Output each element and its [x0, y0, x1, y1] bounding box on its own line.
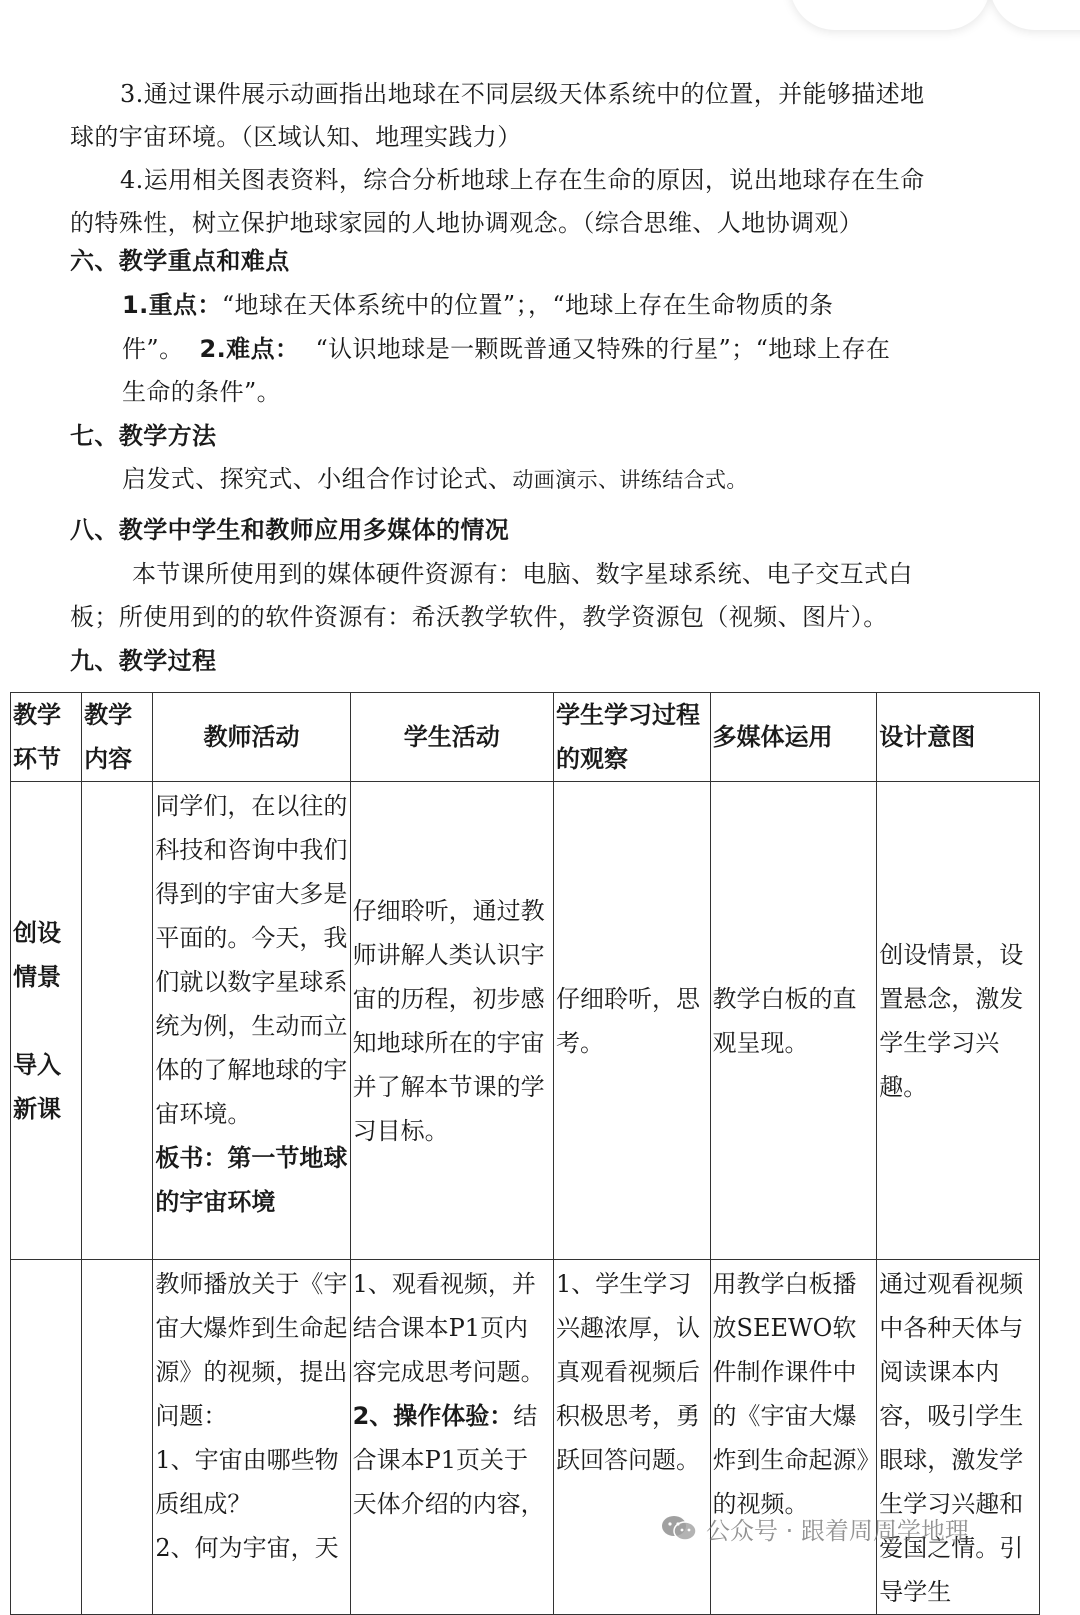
corner-decoration — [790, 0, 990, 30]
header-content: 教学内容 — [82, 693, 153, 782]
row2-content — [82, 1260, 153, 1615]
key-points-line — [122, 285, 833, 320]
key-points-text: “地球在天体系统中的位置”；，“地球上存在生命物质的条 — [221, 291, 834, 319]
row1-content — [82, 782, 153, 1260]
teaching-process-table — [10, 692, 1040, 1615]
key-points-text-end: 件”。 — [122, 335, 184, 363]
row2-teacher — [153, 1260, 350, 1615]
row2-teacher-text: 教师播放关于《宇宙大爆炸到生命起源》的视频，提出问题： — [155, 1270, 348, 1430]
row1-stage-a: 创设情景 — [13, 918, 61, 991]
row1-observation: 仔细聆听，思考。 — [553, 782, 710, 1260]
row2-teacher-q2: 2、何为宇宙，天 — [155, 1534, 339, 1562]
row1-blackboard: 板书：第一节地球的宇宙环境 — [155, 1144, 348, 1216]
section-8-heading: 八、教学中学生和教师应用多媒体的情况 — [70, 516, 510, 544]
section-9-heading: 九、教学过程 — [70, 647, 217, 675]
table-header-row — [11, 693, 1040, 782]
section-6-heading: 六、教学重点和难点 — [70, 247, 290, 275]
row1-teacher — [153, 782, 350, 1260]
section-7-heading: 七、教学方法 — [70, 422, 217, 450]
row2-operation-label: 2、操作体验： — [352, 1402, 514, 1430]
teaching-methods-b: 动画演示、讲练结合式。 — [512, 468, 748, 492]
row1-stage-b: 导入新课 — [13, 1050, 61, 1123]
row1-media: 教学白板的直观呈现。 — [710, 782, 877, 1260]
difficult-points-line — [122, 329, 890, 364]
wechat-icon — [660, 1514, 698, 1542]
difficult-points-text: “认识地球是一颗既普通又特殊的行星”；“地球上存在 — [315, 335, 891, 363]
row2-stage — [11, 1260, 82, 1615]
row1-teacher-text: 同学们，在以往的科技和咨询中我们得到的宇宙大多是平面的。今天，我们就以数字星球系统为例，生动而立体的了解地球的宇宙环境。 — [155, 792, 348, 1128]
multimedia-line-1: 本节课所使用到的媒体硬件资源有：电脑、数字星球系统、电子交互式白 — [132, 560, 913, 588]
watermark — [660, 1508, 969, 1548]
row2-intent: 通过观看视频中各种天体与阅读课本内容，吸引学生眼球，激发学生学习兴趣和爱国之情。引导学生 — [877, 1260, 1040, 1615]
row1-intent: 创设情景，设置悬念，激发学生学习兴趣。 — [877, 782, 1040, 1260]
teaching-methods-a: 启发式、探究式、小组合作讨论式、 — [122, 465, 513, 493]
table-row — [11, 1260, 1040, 1615]
corner-decoration — [990, 0, 1080, 30]
watermark-text: 公众号 · 跟着周周学地理 — [706, 1516, 969, 1545]
row1-student: 仔细聆听，通过教师讲解人类认识宇宙的历程，初步感知地球所在的宇宙并了解本节课的学习目标。 — [350, 782, 553, 1260]
header-observation: 学生学习过程的观察 — [553, 693, 710, 782]
objective-3-line-2: 球的宇宙环境。（区域认知、地理实践力） — [70, 123, 522, 151]
row2-teacher-q1: 1、宇宙由哪些物质组成？ — [155, 1446, 339, 1518]
header-student: 学生活动 — [350, 693, 553, 782]
header-media: 多媒体运用 — [710, 693, 877, 782]
row2-student-b-text: 结合课本P1页关于天体介绍的内容， — [352, 1402, 545, 1518]
table-row — [11, 782, 1040, 1260]
difficult-points-label: 2.难点： — [199, 335, 300, 363]
teaching-methods — [122, 459, 748, 494]
row2-media: 用教学白板播放SEEWO软件制作课件中的《宇宙大爆炸到生命起源》的视频。 — [710, 1260, 877, 1615]
key-points-label: 1.重点： — [122, 291, 222, 319]
objective-3-line-1: 3.通过课件展示动画指出地球在不同层级天体系统中的位置，并能够描述地 — [120, 80, 925, 108]
row1-stage — [11, 782, 82, 1260]
header-teacher: 教师活动 — [153, 693, 350, 782]
row2-student-a: 1、观看视频，并结合课本P1页内容完成思考问题。 — [352, 1270, 545, 1386]
row2-observation: 1、学生学习兴趣浓厚，认真观看视频后积极思考，勇跃回答问题。 — [553, 1260, 710, 1615]
multimedia-line-2: 板；所使用到的的软件资源有：希沃教学软件，教学资源包（视频、图片）。 — [70, 603, 888, 631]
objective-4-line-1: 4.运用相关图表资料，综合分析地球上存在生命的原因，说出地球存在生命 — [120, 166, 925, 194]
header-intent: 设计意图 — [877, 693, 1040, 782]
row2-student-b — [353, 1394, 551, 1526]
header-stage: 教学环节 — [11, 693, 82, 782]
objective-4-line-2: 的特殊性，树立保护地球家园的人地协调观念。（综合思维、人地协调观） — [70, 209, 864, 237]
difficult-points-text-end: 生命的条件”。 — [122, 378, 282, 406]
row2-student — [350, 1260, 553, 1615]
